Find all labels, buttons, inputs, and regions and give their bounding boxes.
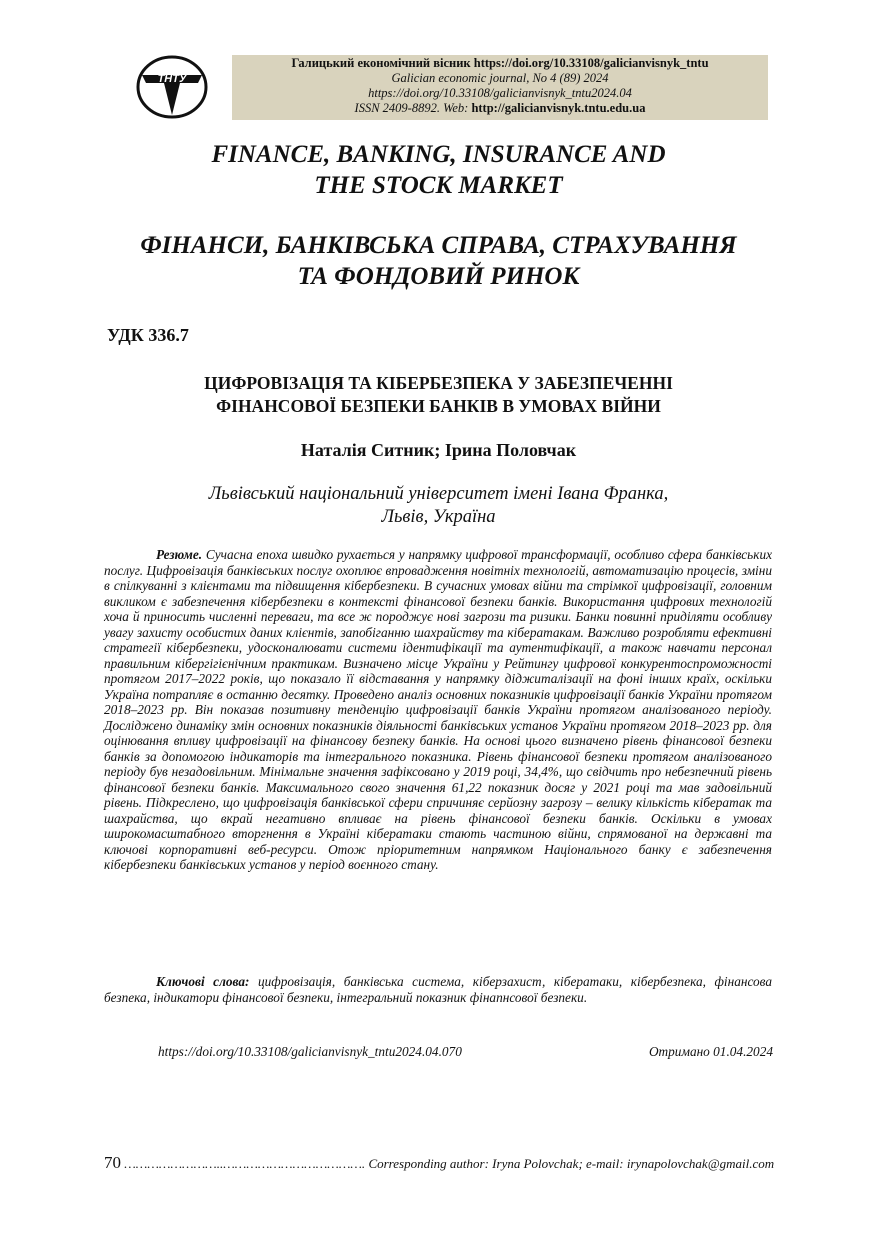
logo-text: ТНТУ [157, 73, 187, 85]
article-title-line-2: ФІНАНСОВОЇ БЕЗПЕКИ БАНКІВ В УМОВАХ ВІЙНИ [216, 396, 661, 416]
header-web-link[interactable]: http://galicianvisnyk.tntu.edu.ua [471, 101, 646, 115]
article-doi-link[interactable]: https://doi.org/10.33108/galicianvisnyk_tntu2024.04.070 [158, 1044, 462, 1059]
section-title-ua-line-1: ФІНАНСИ, БАНКІВСЬКА СПРАВА, СТРАХУВАННЯ [140, 232, 737, 259]
affiliation-line-2: Львів, Україна [381, 507, 496, 527]
page-number: 70 [104, 1153, 121, 1172]
udk-code: УДК 336.7 [107, 325, 189, 345]
journal-header [232, 55, 768, 120]
journal-logo [132, 53, 212, 121]
article-title-line-1: ЦИФРОВІЗАЦІЯ ТА КІБЕРБЕЗПЕКА У ЗАБЕЗПЕЧЕННІ [204, 373, 673, 393]
authors: Наталія Ситник; Ірина Половчак [300, 440, 577, 460]
section-title-ua [0, 230, 877, 292]
section-title-en [0, 139, 877, 201]
header-issn: ISSN 2409-8892. Web: [354, 101, 472, 115]
abstract-label: Резюме. [156, 547, 203, 562]
affiliation-line-1: Львівський національний університет імені Івана Франка, [208, 484, 669, 504]
section-title-en-line-1: FINANCE, BANKING, INSURANCE AND [211, 141, 666, 168]
affiliation [0, 483, 877, 529]
keywords [104, 974, 772, 1005]
keywords-text: цифровізація, банківська система, кіберзахист, кібератаки, кібербезпека, фінансова безпека, індикатори фінансової безпеки, інтегральний показник фінапнсової безпеки. [104, 974, 772, 1005]
section-title-ua-line-2: ТА ФОНДОВИЙ РИНОК [297, 263, 580, 290]
received-date: Отримано 01.04.2024 [648, 1044, 773, 1059]
article-title [0, 372, 877, 418]
corresponding-author: Corresponding author: Iryna Polovchak; e-mail: irynapolovchak@gmail.com [368, 1156, 775, 1171]
header-line-2: Galician economic journal, No 4 (89) 2024 [391, 71, 609, 85]
keywords-label: Ключові слова: [156, 974, 250, 989]
abstract-text: Сучасна епоха швидко рухається у напрямку цифрової трансформації, особливо сфера банківських послуг. Цифровізація банківських послуг охоплює впровадження новітніх технологій, автоматизацію процесів, зміни в спілкуванні з клієнтами та підвищення кібербезпеки. В сучасних умовах війни та стрімкої цифровізації, головним викликом є забезпечення кібербезпеки в контексті фінансової безпеки банків. Використання цифрових технологій хоча й приносить численні переваги, та все ж породжує нові загрози та ризики. Банки повинні приділяти особливу увагу захисту особистих даних клієнтів, запобіганню шахрайству та кібератакам. Важливо розробляти ефективні стратегії кібербезпеки, удосконалювати системи ідентифікації та аутентифікації, а також навчати персонал правильним кібергігієнічним практикам. Визначено місце України у Рейтингу цифрової конкурентоспроможності протягом 2017–2022 років, що показало її відставання у напрямку діджиталізації на фоні інших країх, оскільки Україна потрапляє в останню десятку. Проведено аналіз основних показників цифровізації банків України протягом 2018–2023 рр. Він показав позитивну тенденцію цифровізації банків України протягом аналізованого періоду. Досліджено динаміку змін основних показників діяльності банківських установ України протягом 2018–2023 рр. для оцінювання впливу цифровізації на фінансову безпеку банків. На основі цього визначено рівень фінансової безпеки банків за допомогою індикаторів та інтегрального показника. Рівень фінансової безпеки протягом аналізованого періоду був незадовільним. Мінімальне значення зафіксовано у 2019 році, 34,4%, що свідчить про небезпечний рівень фінансової безпеки банків. Максимального свого значення 61,22 показник досяг у 2021 році та мав задовільний рівень. Підкреслено, що цифровізація банківської сфери спричиняє серйозну загрозу – велику кількість кібератак та шахрайства, що вкрай негативно впливає на рівень фінансової безпеки банків. Оскільки в умовах широкомасштабного вторгнення в Україні кібератаки стають частиною війни, спрямованої на державні та ключові корпоративні веб-ресурси. Отож пріоритетним напрямком Національного банку є забезпечення кібербезпеки банківських установ у період воєнного стану. [104, 547, 772, 872]
header-line-1: Галицький економічний вісник https://doi.org/10.33108/galicianvisnyk_tntu [291, 56, 709, 70]
page-footer [104, 1153, 775, 1173]
footer-dots: ……………………..………………………………. [121, 1156, 369, 1171]
section-title-en-line-2: THE STOCK MARKET [314, 172, 563, 199]
header-line-3: https://doi.org/10.33108/galicianvisnyk_tntu2024.04 [368, 86, 632, 100]
abstract [104, 547, 772, 873]
